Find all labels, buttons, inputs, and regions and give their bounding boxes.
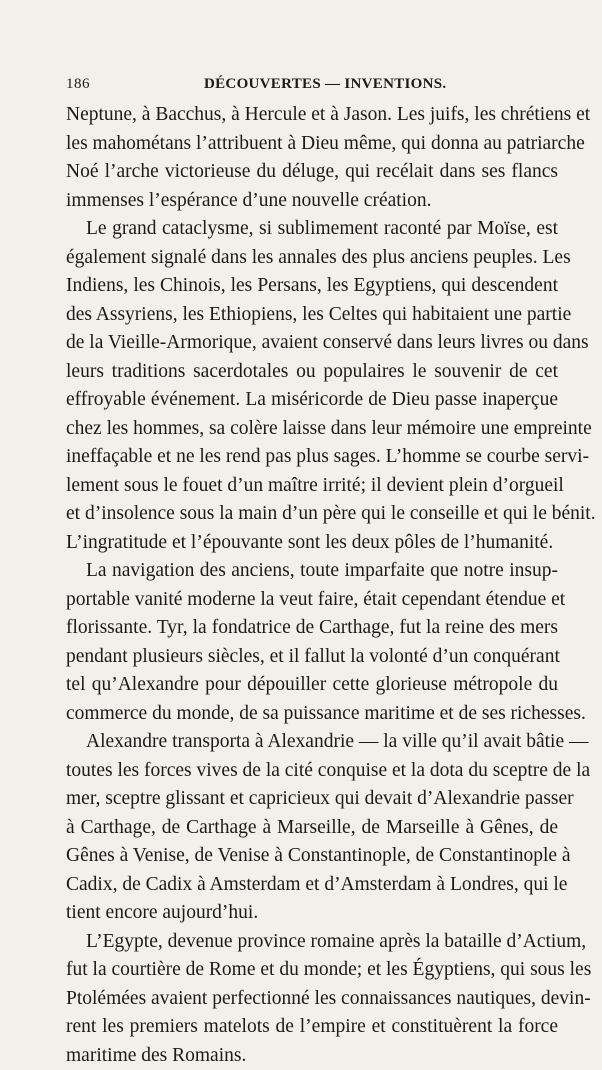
text-line: des Assyriens, les Ethiopiens, les Celtes qui habitaient une partie <box>66 301 558 330</box>
text-line: immenses l’espérance d’une nouvelle création. <box>66 187 558 216</box>
text-line: toutes les forces vives de la cité conquise et la dota du sceptre de la <box>66 757 558 786</box>
text-line: Indiens, les Chinois, les Persans, les Egyptiens, qui descendent <box>66 272 558 301</box>
text-line: tel qu’Alexandre pour dépouiller cette glorieuse métropole du <box>66 671 558 700</box>
text-line: et d’insolence sous la main d’un père qui le conseille et qui le bénit. <box>66 500 558 529</box>
text-line: Cadix, de Cadix à Amsterdam et d’Amsterdam à Londres, qui le <box>66 871 558 900</box>
text-line: commerce du monde, de sa puissance maritime et de ses richesses. <box>66 700 558 729</box>
text-line: également signalé dans les annales des plus anciens peuples. Les <box>66 244 558 273</box>
page-number: 186 <box>66 76 90 93</box>
text-line: ineffaçable et ne les rend pas plus sages. L’homme se courbe servi- <box>66 443 558 472</box>
text-line: effroyable événement. La miséricorde de Dieu passe inaperçue <box>66 386 558 415</box>
text-line: La navigation des anciens, toute imparfaite que notre insup- <box>66 557 558 586</box>
text-line: Gênes à Venise, de Venise à Constantinople, de Constantinople à <box>66 842 558 871</box>
text-line: Le grand cataclysme, si sublimement raconté par Moïse, est <box>66 215 558 244</box>
text-line: lement sous le fouet d’un maître irrité; il devient plein d’orgueil <box>66 472 558 501</box>
text-line: Alexandre transporta à Alexandrie — la ville qu’il avait bâtie — <box>66 728 558 757</box>
text-line: fut la courtière de Rome et du monde; et les Égyptiens, qui sous les <box>66 956 558 985</box>
text-line: Ptolémées avaient perfectionné les connaissances nautiques, devin- <box>66 985 558 1014</box>
text-line: tient encore aujourd’hui. <box>66 899 558 928</box>
text-line: Noé l’arche victorieuse du déluge, qui recélait dans ses flancs <box>66 158 558 187</box>
text-line: de la Vieille-Armorique, avaient conservé dans leurs livres ou dans <box>66 329 558 358</box>
text-line: pendant plusieurs siècles, et il fallut la volonté d’un conquérant <box>66 643 558 672</box>
text-line: florissante. Tyr, la fondatrice de Carthage, fut la reine des mers <box>66 614 558 643</box>
text-line: portable vanité moderne la veut faire, était cependant étendue et <box>66 586 558 615</box>
text-line: L’Egypte, devenue province romaine après la bataille d’Actium, <box>66 928 558 957</box>
text-line: mer, sceptre glissant et capricieux qui devait d’Alexandrie passer <box>66 785 558 814</box>
text-line: rent les premiers matelots de l’empire et constituèrent la force <box>66 1013 558 1042</box>
text-line: Neptune, à Bacchus, à Hercule et à Jason. Les juifs, les chrétiens et <box>66 101 558 130</box>
text-line: chez les hommes, sa colère laisse dans leur mémoire une empreinte <box>66 415 558 444</box>
page-header <box>66 76 556 100</box>
text-line: maritime des Romains. <box>66 1042 558 1070</box>
running-title: DÉCOUVERTES — INVENTIONS. <box>204 76 446 93</box>
text-line: leurs traditions sacerdotales ou populaires le souvenir de cet <box>66 358 558 387</box>
body-text <box>66 101 558 1070</box>
text-line: les mahométans l’attribuent à Dieu même, qui donna au patriarche <box>66 130 558 159</box>
text-line: L’ingratitude et l’épouvante sont les deux pôles de l’humanité. <box>66 529 558 558</box>
text-line: à Carthage, de Carthage à Marseille, de Marseille à Gênes, de <box>66 814 558 843</box>
